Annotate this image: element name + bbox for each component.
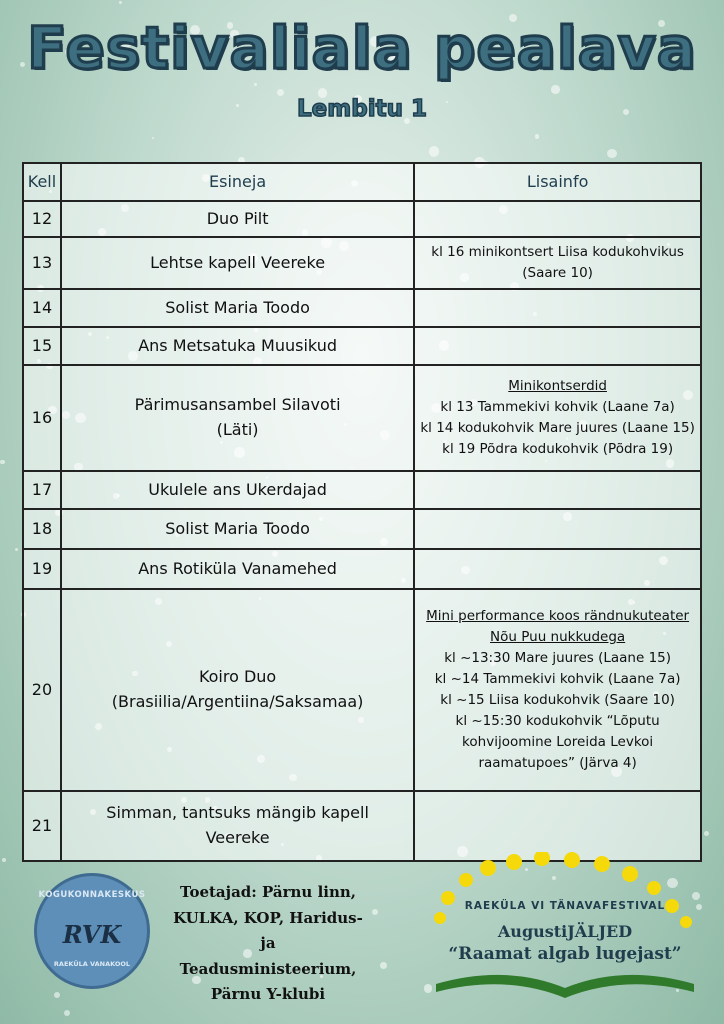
info-cell [414,471,701,509]
background-speck [0,460,5,465]
info-cell [414,237,701,289]
performer-line: Simman, tantsuks mängib kapell [106,803,369,823]
festival-logo [426,852,704,1002]
info-heading: Nõu Puu nukkudega [490,629,626,646]
performer-line: Pärimusansambel Silavoti [134,395,341,415]
background-speck [119,1,122,4]
info-cell [414,791,701,861]
table-row [23,471,701,509]
background-speck [15,548,18,551]
page-title: Festivaliala pealava [27,14,697,82]
hour-cell: 15 [23,327,61,365]
table-row [23,791,701,861]
performer-cell [61,201,414,237]
performer-cell [61,365,414,471]
info-heading: Minikontserdid [508,378,607,395]
info-heading: Mini performance koos rändnukuteater [426,608,690,625]
column-header-performer: Esineja [61,163,414,201]
table-row [23,201,701,237]
performer-cell [61,589,414,791]
festival-name: AugustiJÄLJED [497,922,633,941]
sun-dot [564,852,580,868]
background-speck [429,146,440,157]
background-speck [607,149,616,158]
info-cell [414,289,701,327]
background-speck [2,858,6,862]
community-center-logo [34,873,150,989]
background-speck [64,1010,70,1016]
info-line: kl ~15 Liisa kodukohvik (Saare 10) [440,692,675,708]
performer-line: (Brasiilia/Argentiina/Saksamaa) [111,692,364,711]
info-line: kl ~13:30 Mare juures (Laane 15) [444,650,672,667]
hour-cell: 12 [23,201,61,237]
background-speck [152,137,155,140]
hour-cell: 20 [23,589,61,791]
background-speck [54,992,60,998]
info-cell [414,365,701,471]
sponsors-line: KULKA, KOP, Haridus- ja [173,908,363,952]
sun-dot [622,866,638,882]
table-row [23,549,701,589]
sun-dot [534,852,550,866]
info-line: kl ~14 Tammekivi kohvik (Laane 7a) [434,671,681,688]
hour-cell: 21 [23,791,61,861]
logo-monogram: RVK [62,920,122,949]
background-speck [380,962,387,969]
hour-cell: 13 [23,237,61,289]
sponsors-line: Pärnu Y-klubi [210,985,326,1003]
sponsors-line: Teadusministeerium, [179,959,357,978]
sun-dot [480,860,496,876]
info-cell [414,327,701,365]
open-book-icon [436,975,694,998]
background-speck [704,831,709,836]
table-row [23,509,701,549]
performer-line: Ans Metsatuka Muusikud [138,335,337,355]
info-line: kohvijoomine Loreida Levkoi [462,733,654,750]
info-cell [414,549,701,589]
table-row [23,589,701,791]
sun-dot [594,856,610,872]
performer-cell [61,509,414,549]
info-line: kl 19 Põdra kodukohvik (Põdra 19) [442,440,674,457]
sun-dots-icon [434,852,692,928]
performer-line: Koiro Duo [198,667,277,687]
info-line: kl 16 minikontsert Liisa kodukohvikus [431,244,684,261]
performer-line: Ukulele ans Ukerdajad [148,479,327,499]
performer-line: (Läti) [216,420,259,439]
background-speck [254,83,257,86]
hour-cell: 19 [23,549,61,589]
sun-dot [506,854,522,870]
info-cell [414,589,701,791]
table-row [23,289,701,327]
performer-cell [61,791,414,861]
hour-cell: 14 [23,289,61,327]
sun-dot [459,873,473,887]
performer-line: Veereke [205,828,270,847]
sponsors-line: Toetajad: Pärnu linn, [180,883,356,901]
sponsors-text [168,880,368,1008]
logo-bottom-text: RAEKÜLA VANAKOOL [53,960,131,968]
performer-line: Solist Maria Toodo [165,518,310,538]
hour-cell: 16 [23,365,61,471]
performer-cell [61,471,414,509]
info-line: kl 14 kodukohvik Mare juures (Laane 15) [420,420,695,436]
table-row [23,365,701,471]
background-speck [372,909,378,915]
column-header-hour: Kell [23,163,61,201]
table-row [23,327,701,365]
performer-line: Duo Pilt [206,208,269,228]
logo-arc-text: KOGUKONNAKESKUS [38,890,146,900]
performer-cell [61,289,414,327]
info-line: raamatupoes” (Järva 4) [478,754,637,771]
table-header-row [23,163,701,201]
festival-slogan: “Raamat algab lugejast” [448,944,682,964]
background-speck [535,134,539,138]
info-line: kl ~15:30 kodukohvik “Lõputu [455,712,660,729]
info-line: (Saare 10) [522,265,593,281]
performer-line: Ans Rotiküla Vanamehed [138,558,337,578]
page-subtitle: Lembitu 1 [297,96,427,122]
performer-cell [61,327,414,365]
performer-cell [61,237,414,289]
background-speck [551,85,559,93]
info-cell [414,509,701,549]
column-header-info: Lisainfo [414,163,701,201]
schedule-table [22,162,702,862]
sun-dot [647,881,661,895]
info-line: kl 13 Tammekivi kohvik (Laane 7a) [440,399,675,416]
performer-line: Solist Maria Toodo [165,297,310,317]
info-cell [414,201,701,237]
performer-cell [61,549,414,589]
hour-cell: 18 [23,509,61,549]
festival-arc-text: RAEKÜLA VI TÄNAVAFESTIVAL [464,900,666,912]
performer-line: Lehtse kapell Veereke [150,252,326,272]
table-row [23,237,701,289]
hour-cell: 17 [23,471,61,509]
